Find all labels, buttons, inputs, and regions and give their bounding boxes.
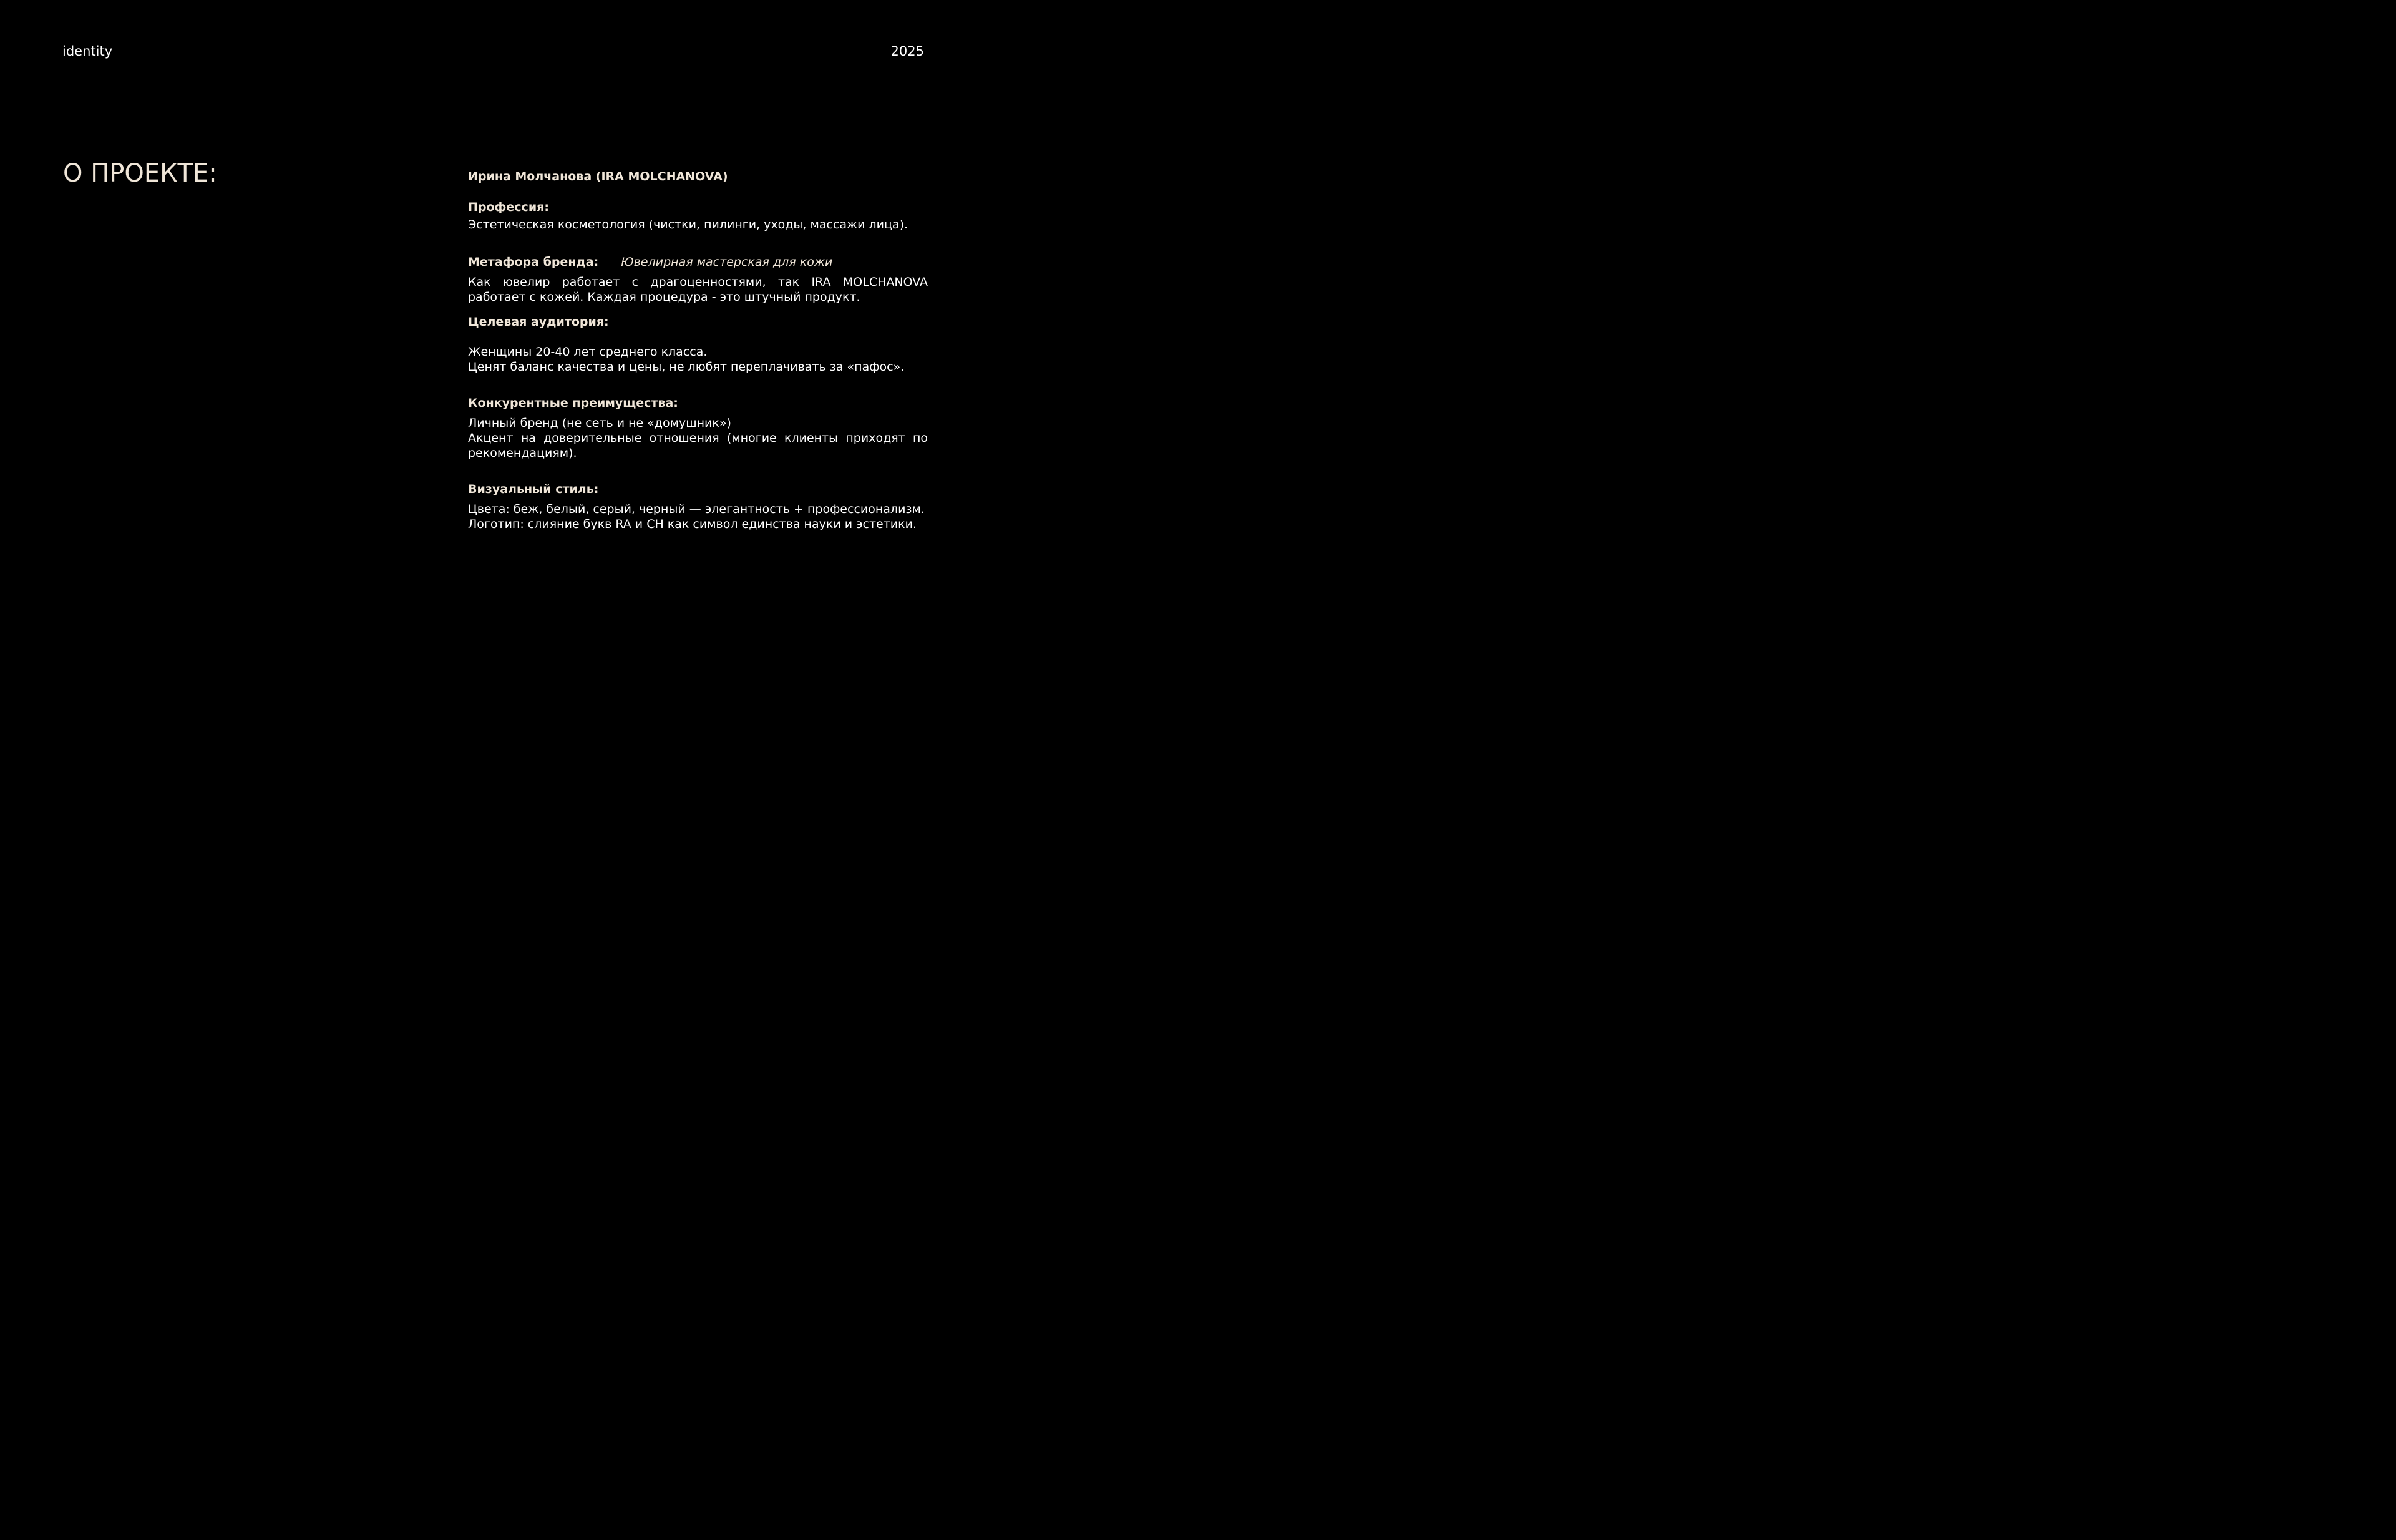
visual-style-heading: Визуальный стиль: — [468, 482, 599, 496]
client-name: Ирина Молчанова (IRA MOLCHANOVA) — [468, 170, 728, 183]
advantages-line-2: Акцент на доверительные отношения (многие клиенты приходят по рекомендациям). — [468, 431, 928, 460]
visual-style-colors: Цвета: беж, белый, серый, черный — элегантность + профессионализм. — [468, 502, 925, 516]
audience-line-1: Женщины 20-40 лет среднего класса. — [468, 345, 708, 359]
year-tag: 2025 — [890, 44, 924, 59]
profession-text: Эстетическая косметология (чистки, пилинги, уходы, массажи лица). — [468, 218, 908, 231]
page-title: О ПРОЕКТЕ: — [63, 159, 217, 188]
metaphor-value: Ювелирная мастерская для кожи — [621, 255, 833, 269]
advantages-line-1: Личный бренд (не сеть и не «домушник») — [468, 416, 731, 430]
audience-line-2: Ценят баланс качества и цены, не любят переплачивать за «пафос». — [468, 360, 905, 374]
metaphor-text: Как ювелир работает с драгоценностями, так IRA MOLCHANOVA работает с кожей. Каждая процедура - это штучный продукт. — [468, 275, 928, 304]
presentation-slide — [0, 0, 978, 629]
advantages-heading: Конкурентные преимущества: — [468, 396, 678, 410]
visual-style-logo: Логотип: слияние букв RA и CH как символ единства науки и эстетики. — [468, 517, 917, 531]
section-tag: identity — [62, 44, 113, 59]
metaphor-row — [468, 255, 928, 270]
metaphor-heading: Метафора бренда: — [468, 255, 599, 269]
profession-heading: Профессия: — [468, 200, 549, 214]
audience-heading: Целевая аудитория: — [468, 315, 609, 329]
about-content — [468, 169, 928, 532]
